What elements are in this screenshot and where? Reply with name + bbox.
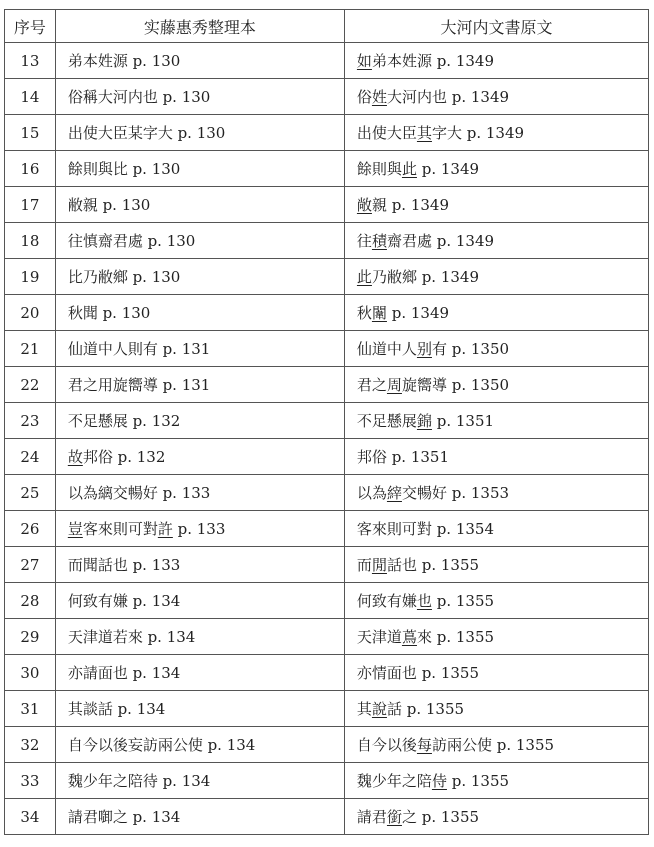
text-segment: 旋嚮導 p. 1350 (401, 376, 510, 394)
text-segment: p. 1355 (446, 772, 510, 790)
row-number: 24 (5, 439, 56, 475)
underlined-variant-char: 闈 (371, 304, 387, 322)
text-segment: 敝親 p. 130 (67, 196, 151, 214)
original-text-cell (344, 727, 648, 763)
sanetou-text-cell (55, 295, 344, 331)
text-segment: 仙道中人則有 p. 131 (67, 340, 211, 358)
row-number: 27 (5, 547, 56, 583)
text-segment: 其 (356, 700, 372, 718)
text-segment: p. 1351 (431, 412, 495, 430)
text-segment: 來 p. 1355 (416, 628, 495, 646)
row-number: 31 (5, 691, 56, 727)
text-segment: 而聞話也 p. 133 (67, 556, 181, 574)
underlined-variant-char: 周 (386, 376, 402, 394)
header-sanetou-edition: 实藤惠秀整理本 (55, 10, 344, 43)
row-number: 20 (5, 295, 56, 331)
table-row (5, 655, 649, 691)
original-text-cell (344, 187, 648, 223)
table-row (5, 223, 649, 259)
row-number: 13 (5, 43, 56, 79)
text-segment: 邦俗 p. 1351 (356, 448, 450, 466)
underlined-variant-char: 如 (356, 52, 372, 70)
text-segment: 話 p. 1355 (386, 700, 465, 718)
text-segment: 秋 (356, 304, 372, 322)
table-row (5, 691, 649, 727)
text-segment: 以為縭交暢好 p. 133 (67, 484, 211, 502)
sanetou-text-cell (55, 619, 344, 655)
underlined-variant-char: 縡 (386, 484, 402, 502)
underlined-variant-char: 閒 (371, 556, 387, 574)
original-text-cell (344, 403, 648, 439)
table-row (5, 475, 649, 511)
text-segment: 齋君處 p. 1349 (386, 232, 495, 250)
sanetou-text-cell (55, 799, 344, 835)
text-segment: 字大 p. 1349 (431, 124, 525, 142)
text-segment: 君之用旋嚮導 p. 131 (67, 376, 211, 394)
table-row (5, 547, 649, 583)
underlined-variant-char: 積 (371, 232, 387, 250)
table-row (5, 331, 649, 367)
row-number: 22 (5, 367, 56, 403)
row-number: 16 (5, 151, 56, 187)
text-segment: 秋聞 p. 130 (67, 304, 151, 322)
comparison-table (4, 9, 649, 835)
underlined-variant-char: 銜 (386, 808, 402, 826)
sanetou-text-cell (55, 259, 344, 295)
sanetou-text-cell (55, 763, 344, 799)
sanetou-text-cell (55, 475, 344, 511)
text-segment: 亦請面也 p. 134 (67, 664, 181, 682)
header-okochi-original: 大河内文書原文 (344, 10, 648, 43)
text-segment: 交暢好 p. 1353 (401, 484, 510, 502)
original-text-cell (344, 331, 648, 367)
text-segment: 餘則與 (356, 160, 402, 178)
row-number: 17 (5, 187, 56, 223)
text-segment: 自今以後 (356, 736, 417, 754)
underlined-variant-char: 許 (157, 520, 173, 538)
text-segment: 以為 (356, 484, 387, 502)
table-body (5, 43, 649, 835)
row-number: 18 (5, 223, 56, 259)
sanetou-text-cell (55, 331, 344, 367)
text-segment: 乃敝鄉 p. 1349 (371, 268, 480, 286)
text-segment: 其談話 p. 134 (67, 700, 166, 718)
original-text-cell (344, 691, 648, 727)
header-row (5, 10, 649, 43)
sanetou-text-cell (55, 439, 344, 475)
original-text-cell (344, 511, 648, 547)
text-segment: 弟本姓源 p. 1349 (371, 52, 495, 70)
underlined-variant-char: 侍 (431, 772, 447, 790)
sanetou-text-cell (55, 403, 344, 439)
underlined-variant-char: 說 (371, 700, 387, 718)
sanetou-text-cell (55, 115, 344, 151)
text-segment: 自今以後妄訪兩公使 p. 134 (67, 736, 256, 754)
original-text-cell (344, 583, 648, 619)
underlined-variant-char: 錦 (416, 412, 432, 430)
table-row (5, 367, 649, 403)
sanetou-text-cell (55, 727, 344, 763)
sanetou-text-cell (55, 79, 344, 115)
text-segment: 天津道若來 p. 134 (67, 628, 196, 646)
text-segment: 有 p. 1350 (431, 340, 510, 358)
underlined-variant-char: 姓 (371, 88, 387, 106)
underlined-variant-char: 蔦 (401, 628, 417, 646)
underlined-variant-char: 也 (416, 592, 432, 610)
original-text-cell (344, 259, 648, 295)
sanetou-text-cell (55, 223, 344, 259)
text-segment: 不足懸展 p. 132 (67, 412, 181, 430)
original-text-cell (344, 367, 648, 403)
text-segment: p. 1349 (416, 160, 480, 178)
text-segment: 往慎齋君處 p. 130 (67, 232, 196, 250)
header-number: 序号 (5, 10, 56, 43)
table-row (5, 115, 649, 151)
text-segment: 餘則與比 p. 130 (67, 160, 181, 178)
original-text-cell (344, 295, 648, 331)
sanetou-text-cell (55, 151, 344, 187)
sanetou-text-cell (55, 583, 344, 619)
sanetou-text-cell (55, 367, 344, 403)
text-segment: 亦情面也 p. 1355 (356, 664, 480, 682)
table-row (5, 151, 649, 187)
text-segment: 比乃敝鄉 p. 130 (67, 268, 181, 286)
row-number: 29 (5, 619, 56, 655)
table-row (5, 439, 649, 475)
sanetou-text-cell (55, 187, 344, 223)
text-segment: 天津道 (356, 628, 402, 646)
text-segment: 不足懸展 (356, 412, 417, 430)
text-segment: 出使大臣 (356, 124, 417, 142)
table-row (5, 799, 649, 835)
row-number: 25 (5, 475, 56, 511)
original-text-cell (344, 547, 648, 583)
text-segment: 俗 (356, 88, 372, 106)
underlined-variant-char: 别 (416, 340, 432, 358)
text-segment: 訪兩公使 p. 1355 (431, 736, 555, 754)
text-segment: p. 133 (172, 520, 226, 538)
sanetou-text-cell (55, 43, 344, 79)
text-segment: 出使大臣某字大 p. 130 (67, 124, 226, 142)
original-text-cell (344, 79, 648, 115)
row-number: 30 (5, 655, 56, 691)
text-segment: 何致有嫌 p. 134 (67, 592, 181, 610)
text-segment: 魏少年之陪待 p. 134 (67, 772, 211, 790)
text-segment: 請君啣之 p. 134 (67, 808, 181, 826)
sanetou-text-cell (55, 655, 344, 691)
text-segment: 而 (356, 556, 372, 574)
original-text-cell (344, 799, 648, 835)
underlined-variant-char: 其 (416, 124, 432, 142)
table-row (5, 403, 649, 439)
table-row (5, 187, 649, 223)
text-segment: 弟本姓源 p. 130 (67, 52, 181, 70)
table-row (5, 259, 649, 295)
row-number: 15 (5, 115, 56, 151)
original-text-cell (344, 43, 648, 79)
table-row (5, 43, 649, 79)
text-segment: 何致有嫌 (356, 592, 417, 610)
text-segment: 魏少年之陪 (356, 772, 432, 790)
original-text-cell (344, 655, 648, 691)
text-segment: p. 1349 (386, 304, 450, 322)
table-row (5, 619, 649, 655)
text-segment: 客來則可對 (82, 520, 158, 538)
underlined-variant-char: 此 (401, 160, 417, 178)
table-row (5, 583, 649, 619)
text-segment: 邦俗 p. 132 (82, 448, 166, 466)
text-segment: 親 p. 1349 (371, 196, 450, 214)
underlined-variant-char: 豈 (67, 520, 83, 538)
underlined-variant-char: 每 (416, 736, 432, 754)
row-number: 34 (5, 799, 56, 835)
text-segment: 客來則可對 p. 1354 (356, 520, 495, 538)
row-number: 23 (5, 403, 56, 439)
row-number: 21 (5, 331, 56, 367)
underlined-variant-char: 故 (67, 448, 83, 466)
table-row (5, 79, 649, 115)
text-segment: 之 p. 1355 (401, 808, 480, 826)
original-text-cell (344, 619, 648, 655)
text-segment: 大河内也 p. 1349 (386, 88, 510, 106)
text-segment: 請君 (356, 808, 387, 826)
row-number: 26 (5, 511, 56, 547)
sanetou-text-cell (55, 511, 344, 547)
text-segment: 話也 p. 1355 (386, 556, 480, 574)
original-text-cell (344, 763, 648, 799)
underlined-variant-char: 此 (356, 268, 372, 286)
text-segment: 君之 (356, 376, 387, 394)
text-segment: p. 1355 (431, 592, 495, 610)
row-number: 14 (5, 79, 56, 115)
original-text-cell (344, 475, 648, 511)
table-row (5, 727, 649, 763)
text-segment: 仙道中人 (356, 340, 417, 358)
sanetou-text-cell (55, 691, 344, 727)
row-number: 28 (5, 583, 56, 619)
text-segment: 往 (356, 232, 372, 250)
row-number: 32 (5, 727, 56, 763)
original-text-cell (344, 115, 648, 151)
underlined-variant-char: 敞 (356, 196, 372, 214)
text-segment: 俗稱大河内也 p. 130 (67, 88, 211, 106)
table-row (5, 763, 649, 799)
table-row (5, 295, 649, 331)
original-text-cell (344, 439, 648, 475)
sanetou-text-cell (55, 547, 344, 583)
row-number: 33 (5, 763, 56, 799)
original-text-cell (344, 151, 648, 187)
row-number: 19 (5, 259, 56, 295)
table-row (5, 511, 649, 547)
original-text-cell (344, 223, 648, 259)
